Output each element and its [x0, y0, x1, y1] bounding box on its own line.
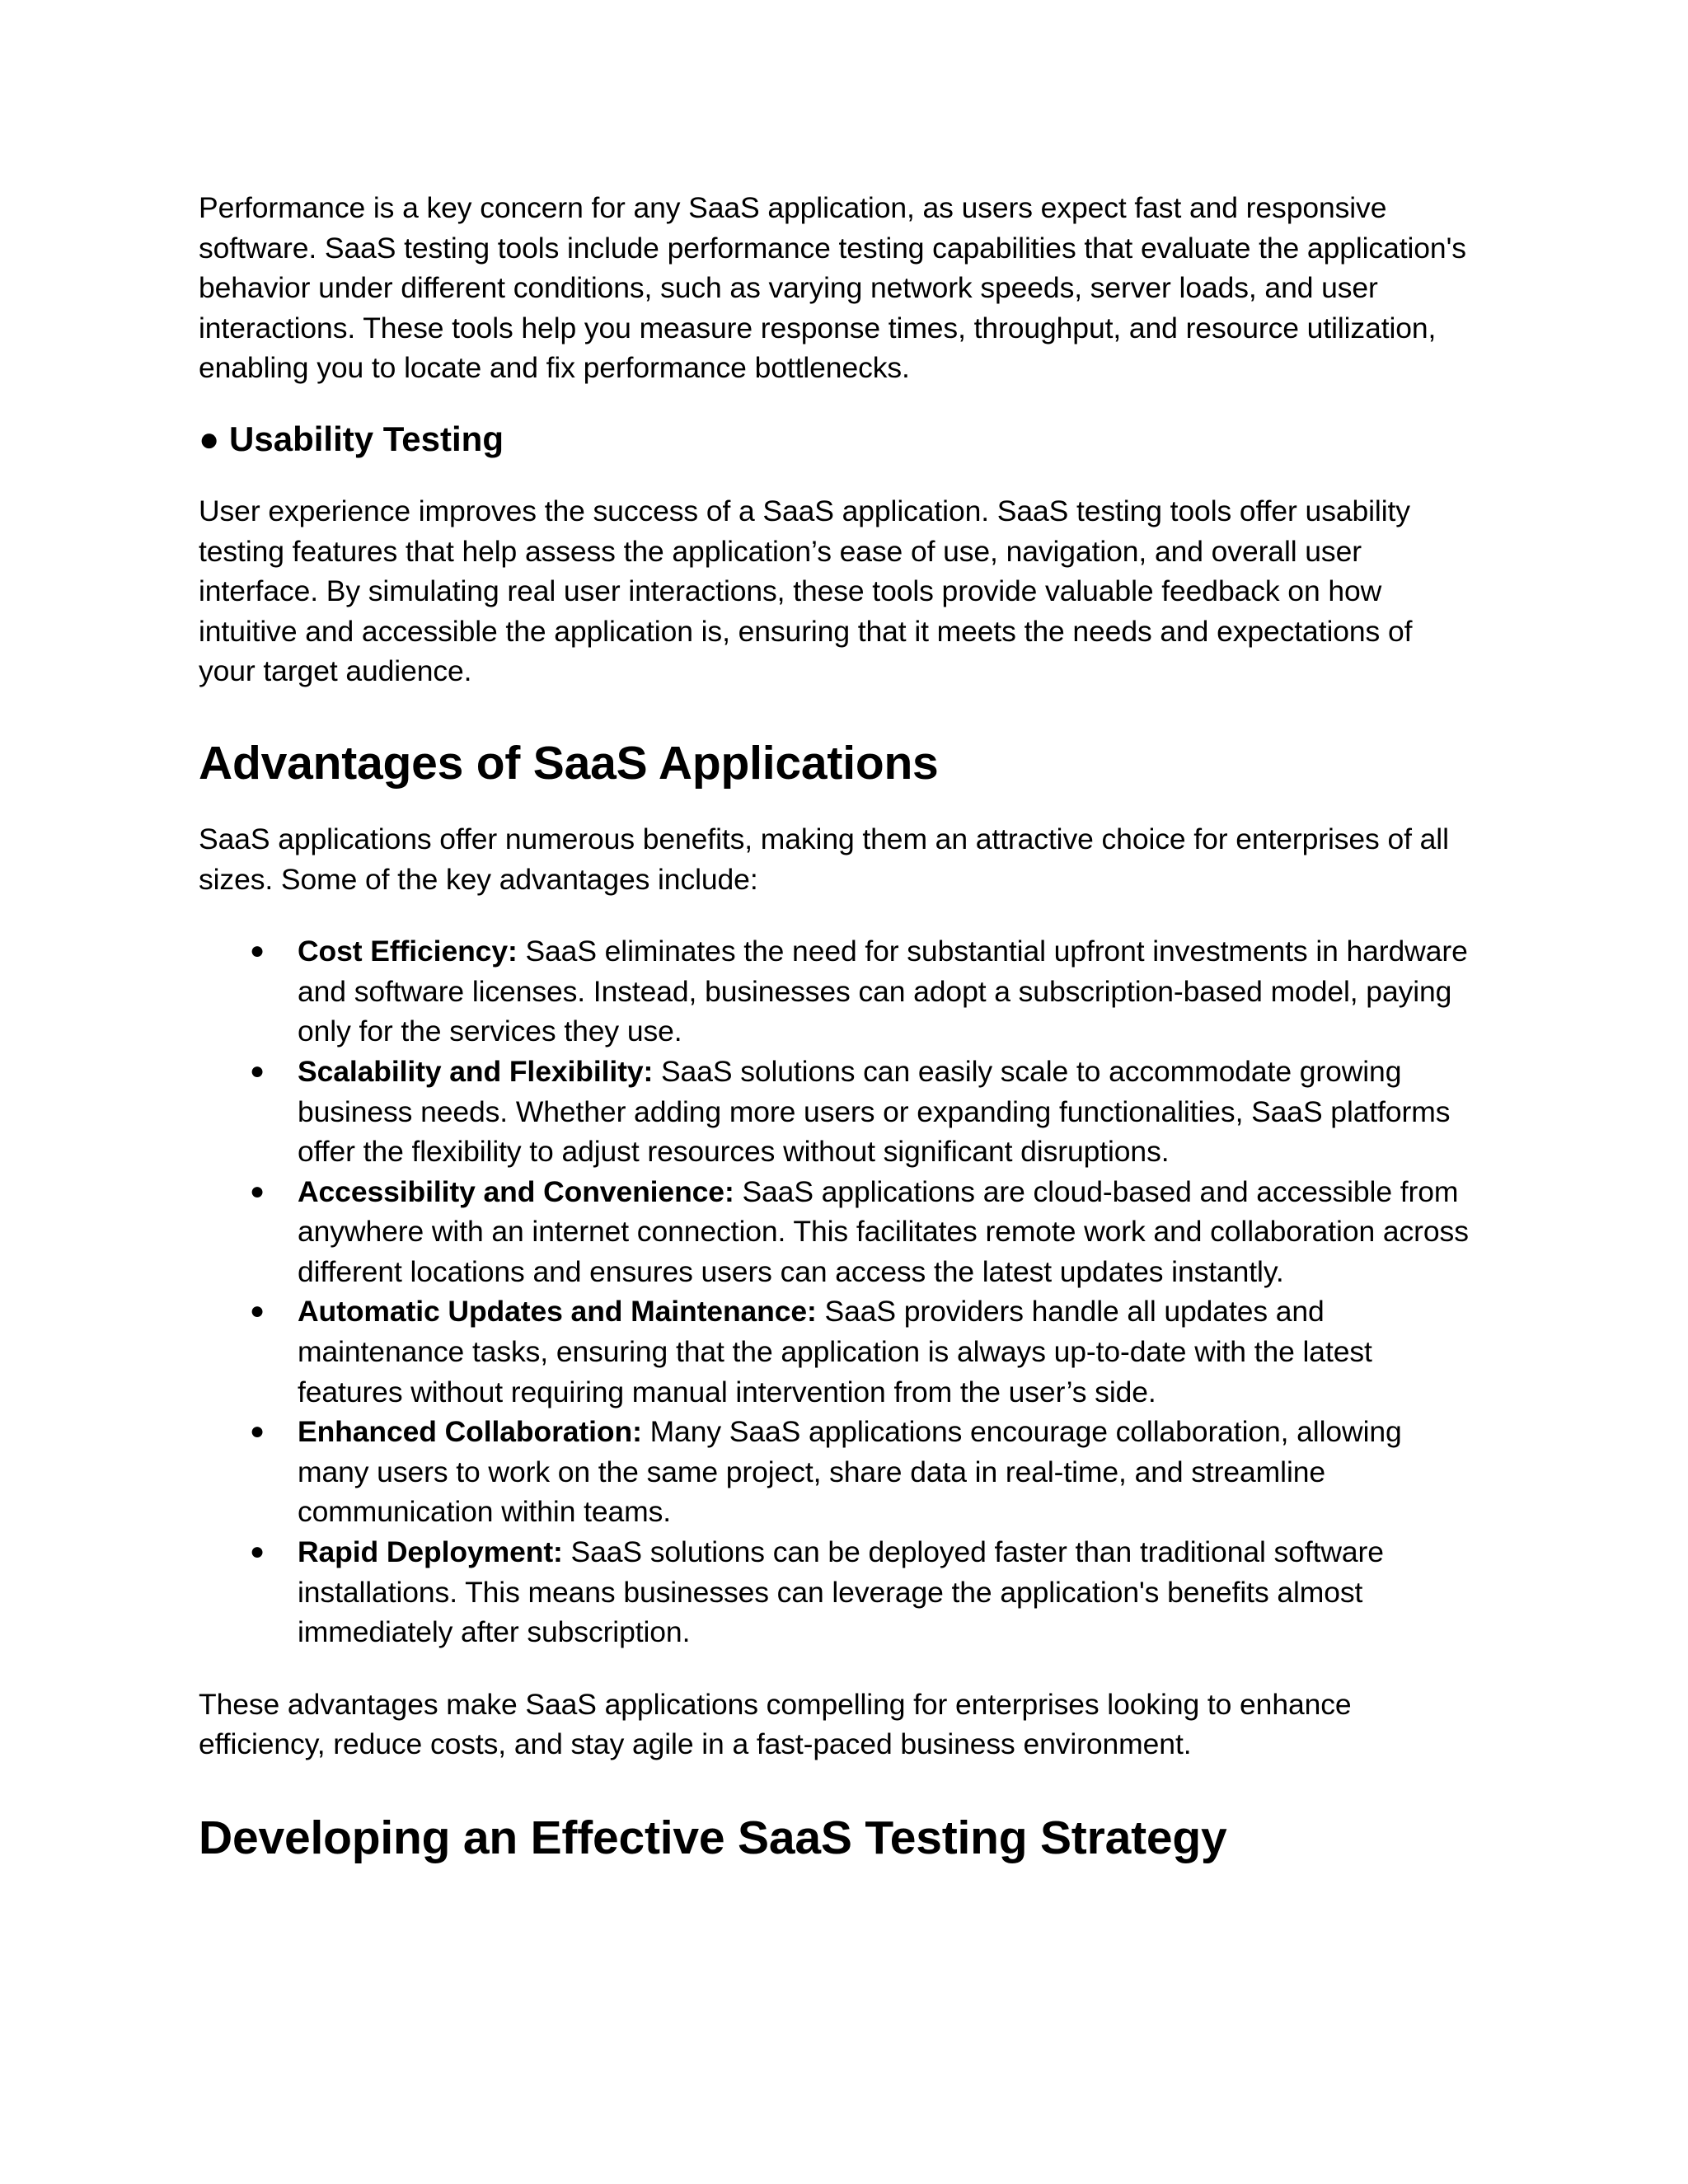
list-item: [199, 1172, 1484, 1292]
item-term: Enhanced Collaboration:: [298, 1415, 642, 1449]
strategy-heading: Developing an Effective SaaS Testing Strategy: [199, 1811, 1227, 1864]
item-term: Cost Efficiency:: [298, 935, 518, 968]
bullet-icon: ●: [250, 1538, 265, 1566]
bullet-icon: ●: [250, 937, 265, 965]
item-term: Rapid Deployment:: [298, 1535, 563, 1569]
bullet-icon: ●: [250, 1418, 265, 1446]
bullet-icon: ●: [250, 1297, 265, 1325]
bullet-icon: ●: [250, 1177, 265, 1205]
usability-heading-text: Usability Testing: [229, 419, 504, 458]
bullet-icon: ●: [250, 1057, 265, 1085]
list-item: [199, 1532, 1476, 1652]
list-item: [199, 931, 1476, 1052]
item-term: Automatic Updates and Maintenance:: [298, 1295, 817, 1329]
item-text: Many SaaS applications encourage collaboration, allowing many users to work on the same project, share data in real-time, and streamline communication within teams.: [298, 1415, 1402, 1529]
item-term: Scalability and Flexibility:: [298, 1054, 654, 1088]
document-page: [199, 188, 1484, 1867]
advantages-intro: SaaS applications offer numerous benefits, making them an attractive choice for enterprises of all sizes. Some of the key advantages include:: [199, 822, 1449, 896]
advantages-heading: Advantages of SaaS Applications: [199, 736, 939, 790]
list-item: [199, 1291, 1476, 1412]
list-item: [199, 1052, 1476, 1172]
performance-paragraph: Performance is a key concern for any SaaS application, as users expect fast and responsive software. SaaS testing tools include performance testing capabilities that evaluate the application's behavior under different conditions, such as varying network speeds, server loads, and user interactions. These tools help you measure response times, throughput, and resource utilization, enabling you to locate and fix performance bottlenecks.: [199, 191, 1466, 385]
item-text: SaaS solutions can be deployed faster than traditional software installations. This means businesses can leverage the application's benefits almost immediately after subscription.: [298, 1535, 1384, 1649]
item-text: SaaS applications are cloud-based and accessible from anywhere with an internet connection. This facilitates remote work and collaboration across different locations and ensures users can access the latest updates instantly.: [298, 1174, 1469, 1288]
item-text: SaaS eliminates the need for substantial upfront investments in hardware and software licenses. Instead, businesses can adopt a subscription-based model, paying only for the services they use.: [298, 935, 1468, 1048]
advantages-list: [199, 931, 1484, 1652]
item-text: SaaS providers handle all updates and maintenance tasks, ensuring that the application is always up-to-date with the latest features without requiring manual intervention from the user’s side.: [298, 1295, 1372, 1408]
usability-paragraph: User experience improves the success of a SaaS application. SaaS testing tools offer usability testing features that help assess the application’s ease of use, navigation, and overall user interface. By simulating real user interactions, these tools provide valuable feedback on how intuitive and accessible the application is, ensuring that it meets the needs and expectations of your target audience.: [199, 494, 1413, 688]
list-item: [199, 1412, 1476, 1532]
advantages-closing: These advantages make SaaS applications compelling for enterprises looking to enhance efficiency, reduce costs, and stay agile in a fast-paced business environment.: [199, 1687, 1352, 1761]
item-term: Accessibility and Convenience:: [298, 1174, 734, 1208]
heading-bullet: ●: [199, 419, 220, 458]
item-text: SaaS solutions can easily scale to accommodate growing business needs. Whether adding more users or expanding functionalities, SaaS platforms offer the flexibility to adjust resources without significant disruptions.: [298, 1054, 1451, 1169]
usability-testing-heading: [199, 416, 1484, 462]
